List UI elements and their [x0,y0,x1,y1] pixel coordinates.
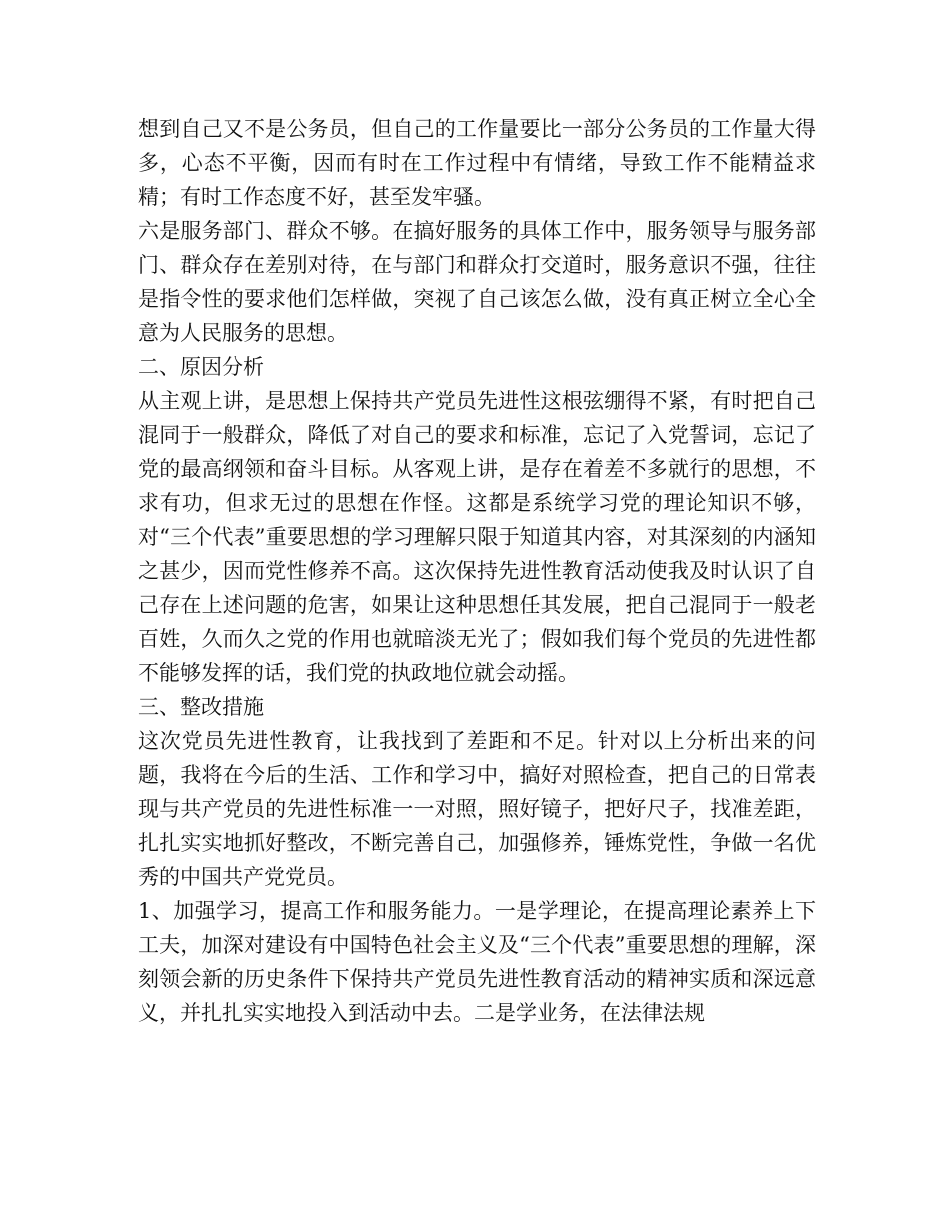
heading-rectification-measures: 三、整改措施 [138,695,264,719]
heading-cause-analysis: 二、原因分析 [138,355,264,379]
document-body [138,112,816,1030]
paragraph-service: 六是服务部门、群众不够。在搞好服务的具体工作中，服务领导与服务部门、群众存在差别对待，在与部门和群众打交道时，服务意识不强，往往是指令性的要求他们怎样做，突视了自己该怎么做，没有真正树立全心全意为人民服务的思想。 [138,219,816,345]
paragraph-cause-analysis: 从主观上讲，是思想上保持共产党员先进性这根弦绷得不紧，有时把自己混同于一般群众，降低了对自己的要求和标准，忘记了入党誓词，忘记了党的最高纲领和奋斗目标。从客观上讲，是存在着差不多就行的思想，不求有功，但求无过的思想在作怪。这都是系统学习党的理论知识不够，对“三个代表”重要思想的学习理解只限于知道其内容，对其深刻的内涵知之甚少，因而党性修养不高。这次保持先进性教育活动使我及时认识了自己存在上述问题的危害，如果让这种思想任其发展，把自己混同于一般老百姓，久而久之党的作用也就暗淡无光了；假如我们每个党员的先进性都不能够发挥的话，我们党的执政地位就会动摇。 [138,389,816,685]
paragraph-strengthen-study: 1、加强学习，提高工作和服务能力。一是学理论，在提高理论素养上下工夫，加深对建设有中国特色社会主义及“三个代表”重要思想的理解，深刻领会新的历史条件下保持共产党员先进性教育活动的精神实质和深远意义，并扎扎实实地投入到活动中去。二是学业务，在法律法规 [138,899,816,1025]
paragraph-attitude: 想到自己又不是公务员，但自己的工作量要比一部分公务员的工作量大得多，心态不平衡，因而有时在工作过程中有情绪，导致工作不能精益求精；有时工作态度不好，甚至发牢骚。 [138,117,816,209]
paragraph-rectification-intro: 这次党员先进性教育，让我找到了差距和不足。针对以上分析出来的问题，我将在今后的生活、工作和学习中，搞好对照检查，把自己的日常表现与共产党员的先进性标准一一对照，照好镜子，把好尺子，找准差距，扎扎实实地抓好整改，不断完善自己，加强修养，锤炼党性，争做一名优秀的中国共产党党员。 [138,729,816,889]
